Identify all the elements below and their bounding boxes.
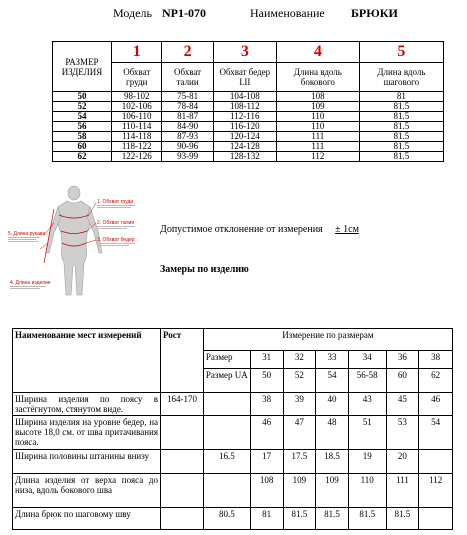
table-row (53, 132, 444, 142)
table-row (13, 508, 453, 530)
table-cell: 81.5 (359, 112, 443, 122)
table-cell: 110 (348, 474, 386, 508)
row-size: 62 (53, 152, 112, 162)
column-number-1: 1 (112, 42, 162, 63)
sizes-header: Измерение по размерам (203, 329, 452, 351)
row-size: 50 (53, 92, 112, 102)
figure-label-chest: 1. Обхват груди (97, 199, 134, 205)
column-number-3: 3 (213, 42, 276, 63)
table-cell: 81.5 (283, 508, 316, 530)
column-number-4: 4 (276, 42, 359, 63)
row-size: 52 (53, 102, 112, 112)
table-cell: 81.5 (348, 508, 386, 530)
tolerance-value: ± 1см (335, 224, 359, 235)
size-ua-value: 50 (250, 369, 283, 393)
table-cell: 102-106 (112, 102, 162, 112)
table-cell: 51 (348, 416, 386, 450)
column-number-5: 5 (359, 42, 443, 63)
column-number-2: 2 (162, 42, 213, 63)
row-size: 58 (53, 132, 112, 142)
measure-growth (161, 450, 204, 474)
table-cell: 81.5 (359, 122, 443, 132)
table-cell: 46 (419, 393, 453, 416)
size-value: 36 (386, 351, 419, 369)
table-cell: 81.5 (359, 102, 443, 112)
measure-name: Длина брюк по шаговому шву (13, 508, 161, 530)
table-cell: 108 (276, 92, 359, 102)
size-corner-label: РАЗМЕР ИЗДЕЛИЯ (53, 42, 112, 92)
table-cell: 87-93 (162, 132, 213, 142)
table-row (53, 92, 444, 102)
table-cell: 80.5 (203, 508, 250, 530)
figure-label-length: 4. Длина изделия (10, 280, 51, 286)
table-cell: 110-114 (112, 122, 162, 132)
table-cell: 98-102 (112, 92, 162, 102)
size-value: 33 (316, 351, 349, 369)
table-cell: 17.5 (283, 450, 316, 474)
table-row (53, 112, 444, 122)
size-value: 32 (283, 351, 316, 369)
size-ua-value: 56-58 (348, 369, 386, 393)
table-cell: 43 (348, 393, 386, 416)
table-cell: 45 (386, 393, 419, 416)
table-cell: 81.5 (359, 142, 443, 152)
table-cell: 38 (250, 393, 283, 416)
table-row (13, 450, 453, 474)
table-cell: 106-110 (112, 112, 162, 122)
table-cell: 84-90 (162, 122, 213, 132)
table-cell: 78-84 (162, 102, 213, 112)
table-cell: 108 (250, 474, 283, 508)
table-cell: 108-112 (213, 102, 276, 112)
table-cell: 19 (348, 450, 386, 474)
size-ua-value: 54 (316, 369, 349, 393)
table-row (53, 122, 444, 132)
table-cell: 104-108 (213, 92, 276, 102)
table-cell: 53 (386, 416, 419, 450)
table-cell: 110 (276, 112, 359, 122)
measure-growth (161, 474, 204, 508)
table-cell (203, 393, 250, 416)
size-value: 38 (419, 351, 453, 369)
table-cell (419, 450, 453, 474)
table-cell: 109 (283, 474, 316, 508)
table-cell (203, 474, 250, 508)
table-row (13, 416, 453, 450)
section-title: Замеры по изделию (160, 264, 249, 275)
name-label: Наименование (250, 6, 325, 20)
figure-label-waist: 2. Обхват талии (97, 220, 135, 226)
table-cell: 128-132 (213, 152, 276, 162)
body-measurement-figure (4, 183, 150, 301)
tolerance-note (160, 224, 359, 235)
column-label-waist: Обхват талии (162, 63, 213, 92)
column-label-inseam-length: Длина вдоль шагового (359, 63, 443, 92)
table-row (53, 142, 444, 152)
table-cell: 112-116 (213, 112, 276, 122)
table-cell: 39 (283, 393, 316, 416)
column-label-hips: Обхват бедер I.II (213, 63, 276, 92)
table-cell: 111 (386, 474, 419, 508)
table-row (53, 152, 444, 162)
measure-name: Ширина половины штанины внизу (13, 450, 161, 474)
table-cell: 81.5 (386, 508, 419, 530)
table-cell: 81.5 (359, 132, 443, 142)
row-size: 54 (53, 112, 112, 122)
table-cell: 17 (250, 450, 283, 474)
table-cell: 46 (250, 416, 283, 450)
size-ua-value: 62 (419, 369, 453, 393)
table-cell: 90-96 (162, 142, 213, 152)
table-cell: 110 (276, 122, 359, 132)
table-cell: 81.5 (316, 508, 349, 530)
size-label: Размер (203, 351, 250, 369)
size-ua-label: Размер UA (203, 369, 250, 393)
measure-growth (161, 508, 204, 530)
table-cell (203, 416, 250, 450)
row-size: 60 (53, 142, 112, 152)
column-label-side-length: Длина вдоль бокового (276, 63, 359, 92)
body-silhouette-icon (4, 183, 150, 301)
size-ua-value: 52 (283, 369, 316, 393)
row-size: 56 (53, 122, 112, 132)
measure-name: Ширина изделия по поясу в застёгнутом, стянутом виде. (13, 393, 161, 416)
measurement-table (12, 328, 453, 530)
table-cell: 20 (386, 450, 419, 474)
table-cell: 116-120 (213, 122, 276, 132)
table-cell: 109 (276, 102, 359, 112)
column-label-chest: Обхват груди (112, 63, 162, 92)
model-label: Модель (113, 6, 152, 20)
table-cell: 40 (316, 393, 349, 416)
growth-header: Рост (161, 329, 204, 393)
table-cell: 75-81 (162, 92, 213, 102)
table-row (13, 474, 453, 508)
size-value: 31 (250, 351, 283, 369)
table-cell: 16.5 (203, 450, 250, 474)
figure-label-sleeve: 5. Длина рукава (8, 231, 46, 237)
size-table (52, 41, 444, 162)
name-value: БРЮКИ (351, 6, 398, 20)
table-cell: 47 (283, 416, 316, 450)
table-cell: 112 (419, 474, 453, 508)
measure-name: Ширина изделия на уровне бедер, на высоте 18,0 см. от шва притачивания пояса. (13, 416, 161, 450)
measure-growth: 164-170 (161, 393, 204, 416)
table-cell: 120-124 (213, 132, 276, 142)
table-cell: 54 (419, 416, 453, 450)
table-cell: 81-87 (162, 112, 213, 122)
table-cell: 114-118 (112, 132, 162, 142)
table-row (53, 102, 444, 112)
table-cell: 118-122 (112, 142, 162, 152)
tolerance-text: Допустимое отклонение от измерения (160, 224, 323, 235)
table-cell: 109 (316, 474, 349, 508)
size-value: 34 (348, 351, 386, 369)
table-cell: 93-99 (162, 152, 213, 162)
table-cell: 18.5 (316, 450, 349, 474)
table-cell: 124-128 (213, 142, 276, 152)
measure-growth (161, 416, 204, 450)
table-cell: 122-126 (112, 152, 162, 162)
name-header: Наименование мест измерений (13, 329, 161, 393)
table-cell (419, 508, 453, 530)
model-value: NP1-070 (162, 6, 206, 20)
table-cell: 48 (316, 416, 349, 450)
measure-name: Длина изделия от верха пояса до низа, вдоль бокового шва (13, 474, 161, 508)
table-cell: 81 (250, 508, 283, 530)
table-cell: 81 (359, 92, 443, 102)
figure-label-hips: 3. Обхват бедер (97, 237, 135, 243)
table-cell: 111 (276, 132, 359, 142)
table-cell: 81.5 (359, 152, 443, 162)
size-ua-value: 60 (386, 369, 419, 393)
table-row (13, 393, 453, 416)
table-cell: 112 (276, 152, 359, 162)
table-cell: 111 (276, 142, 359, 152)
